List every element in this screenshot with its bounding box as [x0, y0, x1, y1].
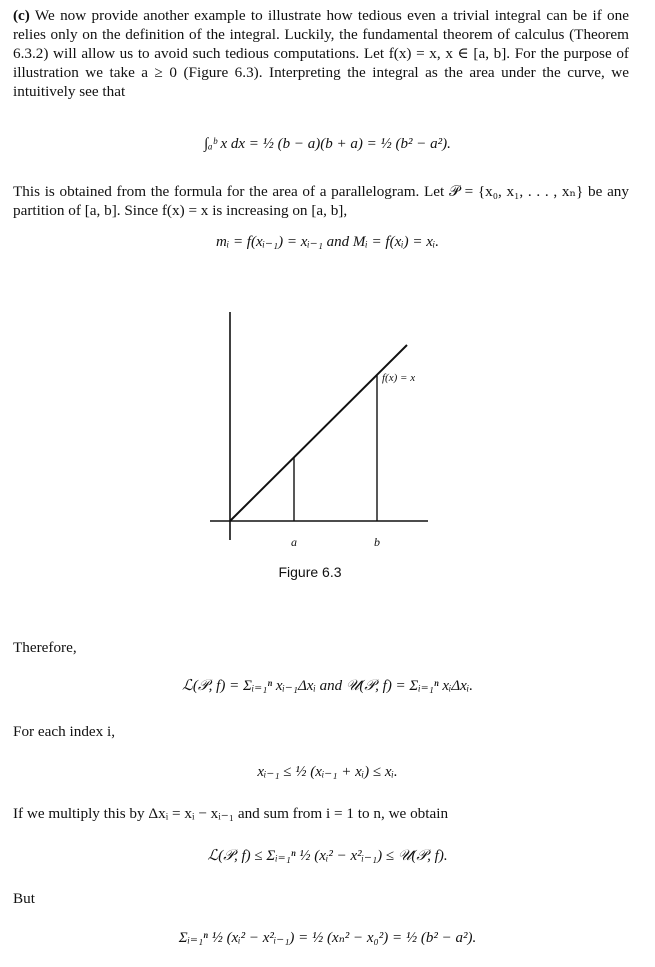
curve-label: f(x) = x — [382, 372, 416, 384]
parallelogram-paragraph: This is obtained from the formula for the area of a parallelogram. Let 𝒫 = {x₀, x₁, . . . , xₙ} be any partition of [a, b]. Since f(x) = x is increasing on [a, b], — [13, 183, 629, 219]
sum-inequality: ℒ(𝒫, f) ≤ Σᵢ₌₁ⁿ ½ (xᵢ² − x²ᵢ₋₁) ≤ 𝒰(𝒫, f). — [207, 848, 448, 864]
midpoint-inequality: xᵢ₋₁ ≤ ½ (xᵢ₋₁ + xᵢ) ≤ xᵢ. — [257, 764, 398, 780]
part-label: (c) — [13, 7, 30, 24]
figure-6-3 — [190, 300, 440, 556]
integral-equation: ∫ₐᵇ x dx = ½ (b − a)(b + a) = ½ (b² − a²). — [204, 136, 451, 152]
intro-paragraph — [13, 6, 629, 101]
line-f-x-equals-x — [230, 345, 407, 521]
intro-text: We now provide another example to illustrate how tedious even a trivial integral can be if one relies only on the definition of the integral. Luckily, the fundamental theorem of calculus (Theorem 6.3.2) will allow us to avoid such tedious computations. Let f(x) = x, x ∈ [a, b]. For the purpose of illustration we take a ≥ 0 (Figure 6.3). Interpreting the integral as the area under the curve, we intuitively see that — [13, 7, 629, 100]
lower-upper-sum-equation: ℒ(𝒫, f) = Σᵢ₌₁ⁿ xᵢ₋₁Δxᵢ and 𝒰(𝒫, f) = Σᵢ₌₁ⁿ xᵢΔxᵢ. — [182, 678, 473, 694]
tick-label-a: a — [291, 535, 297, 549]
therefore-label: Therefore, — [13, 639, 77, 656]
multiply-paragraph: If we multiply this by Δxᵢ = xᵢ − xᵢ₋₁ and sum from i = 1 to n, we obtain — [13, 805, 449, 822]
telescoping-sum-equation: Σᵢ₌₁ⁿ ½ (xᵢ² − x²ᵢ₋₁) = ½ (xₙ² − x₀²) = ½ (b² − a²). — [178, 930, 477, 946]
figure-caption: Figure 6.3 — [278, 564, 342, 580]
but-label: But — [13, 890, 35, 907]
tick-label-b: b — [374, 535, 380, 549]
m-and-M-equation: mᵢ = f(xᵢ₋₁) = xᵢ₋₁ and Mᵢ = f(xᵢ) = xᵢ. — [215, 234, 439, 250]
for-each-index-label: For each index i, — [13, 723, 116, 740]
